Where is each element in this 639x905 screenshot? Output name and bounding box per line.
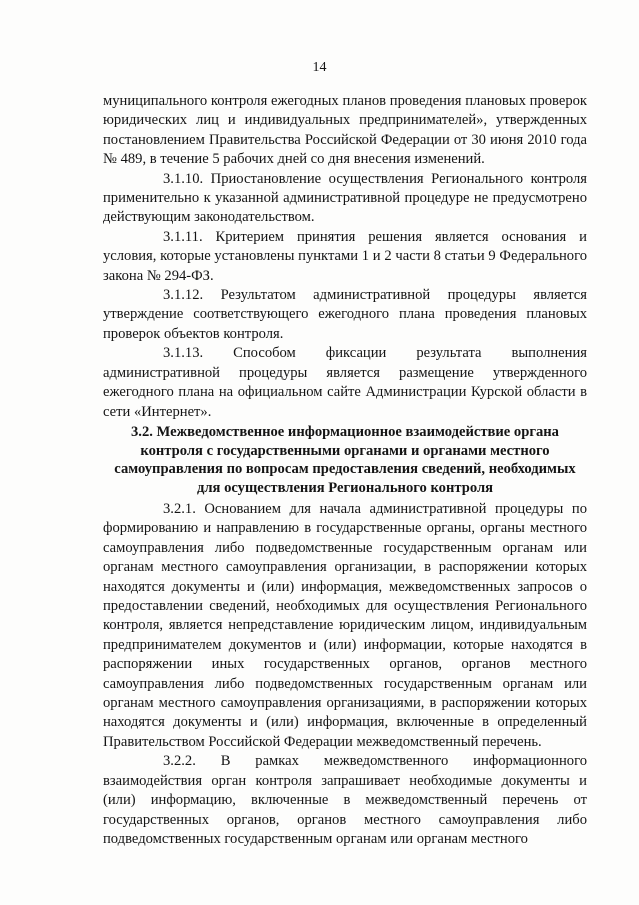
regulation-text-block (103, 92, 587, 422)
paragraph-3-1-11: 3.1.11. Критерием принятия решения является основания и условия, которые установлены пунктами 1 и 2 части 8 статьи 9 Федерального закона № 294-ФЗ. (103, 228, 587, 284)
paragraph-3-2-1: 3.2.1. Основанием для начала административной процедуры по формированию и направлению в государственные органы, органы местного самоуправления либо подведомственные государственным органам или органам местного самоуправления организации, в распоряжении которых находятся документы и (или) информация, межведомственных запросов о предоставлении сведений, необходимых для осуществления Регионального контроля, является непредставление юридическим лицом, индивидуальным предпринимателем документов и (или) информации, которые находятся в распоряжении иных государственных органов, органов местного самоуправления либо подведомственных государственным органам или органам местного самоуправления организациями, в распоряжении которых находятся документы и (или) информация, включенные в определенный Правительством Российской Федерации межведомственный перечень. (103, 501, 587, 750)
paragraph-3-1-12: 3.1.12. Результатом административной процедуры является утверждение соответствующего ежегодного плана проведения плановых проверок объектов контроля. (103, 287, 587, 342)
section-heading: 3.2. Межведомственное информационное взаимодействие органа контроля с государственными органами и органами местного самоуправления по вопросам предоставления сведений, необходимых для осуществления Регионального контроля (114, 424, 576, 496)
section-text-block (103, 500, 587, 849)
page-number: 14 (312, 60, 327, 75)
paragraph-3-1-13: 3.1.13. Способом фиксации результата выполнения административной процедуры является размещение утвержденного ежегодного плана на официальном сайте Администрации Курской области в сети «Интернет». (103, 345, 587, 420)
paragraph-3-1-10: 3.1.10. Приостановление осуществления Регионального контроля применительно к указанной административной процедуре не предусмотрено действующим законодательством. (103, 170, 587, 226)
paragraph-continuation: муниципального контроля ежегодных планов проведения плановых проверок юридических лиц и индивидуальных предпринимателей», утвержденных постановлением Правительства Российской Федерации от 30 июня 2010 года № 489, в течение 5 рабочих дней со дня внесения изменений. (103, 93, 587, 168)
paragraph-3-2-2: 3.2.2. В рамках межведомственного информационного взаимодействия орган контроля запрашивает необходимые документы и (или) информацию, включенные в межведомственный перечень от государственных органов, органов местного самоуправления либо подведомственных государственным органам или органам местного (103, 753, 587, 847)
